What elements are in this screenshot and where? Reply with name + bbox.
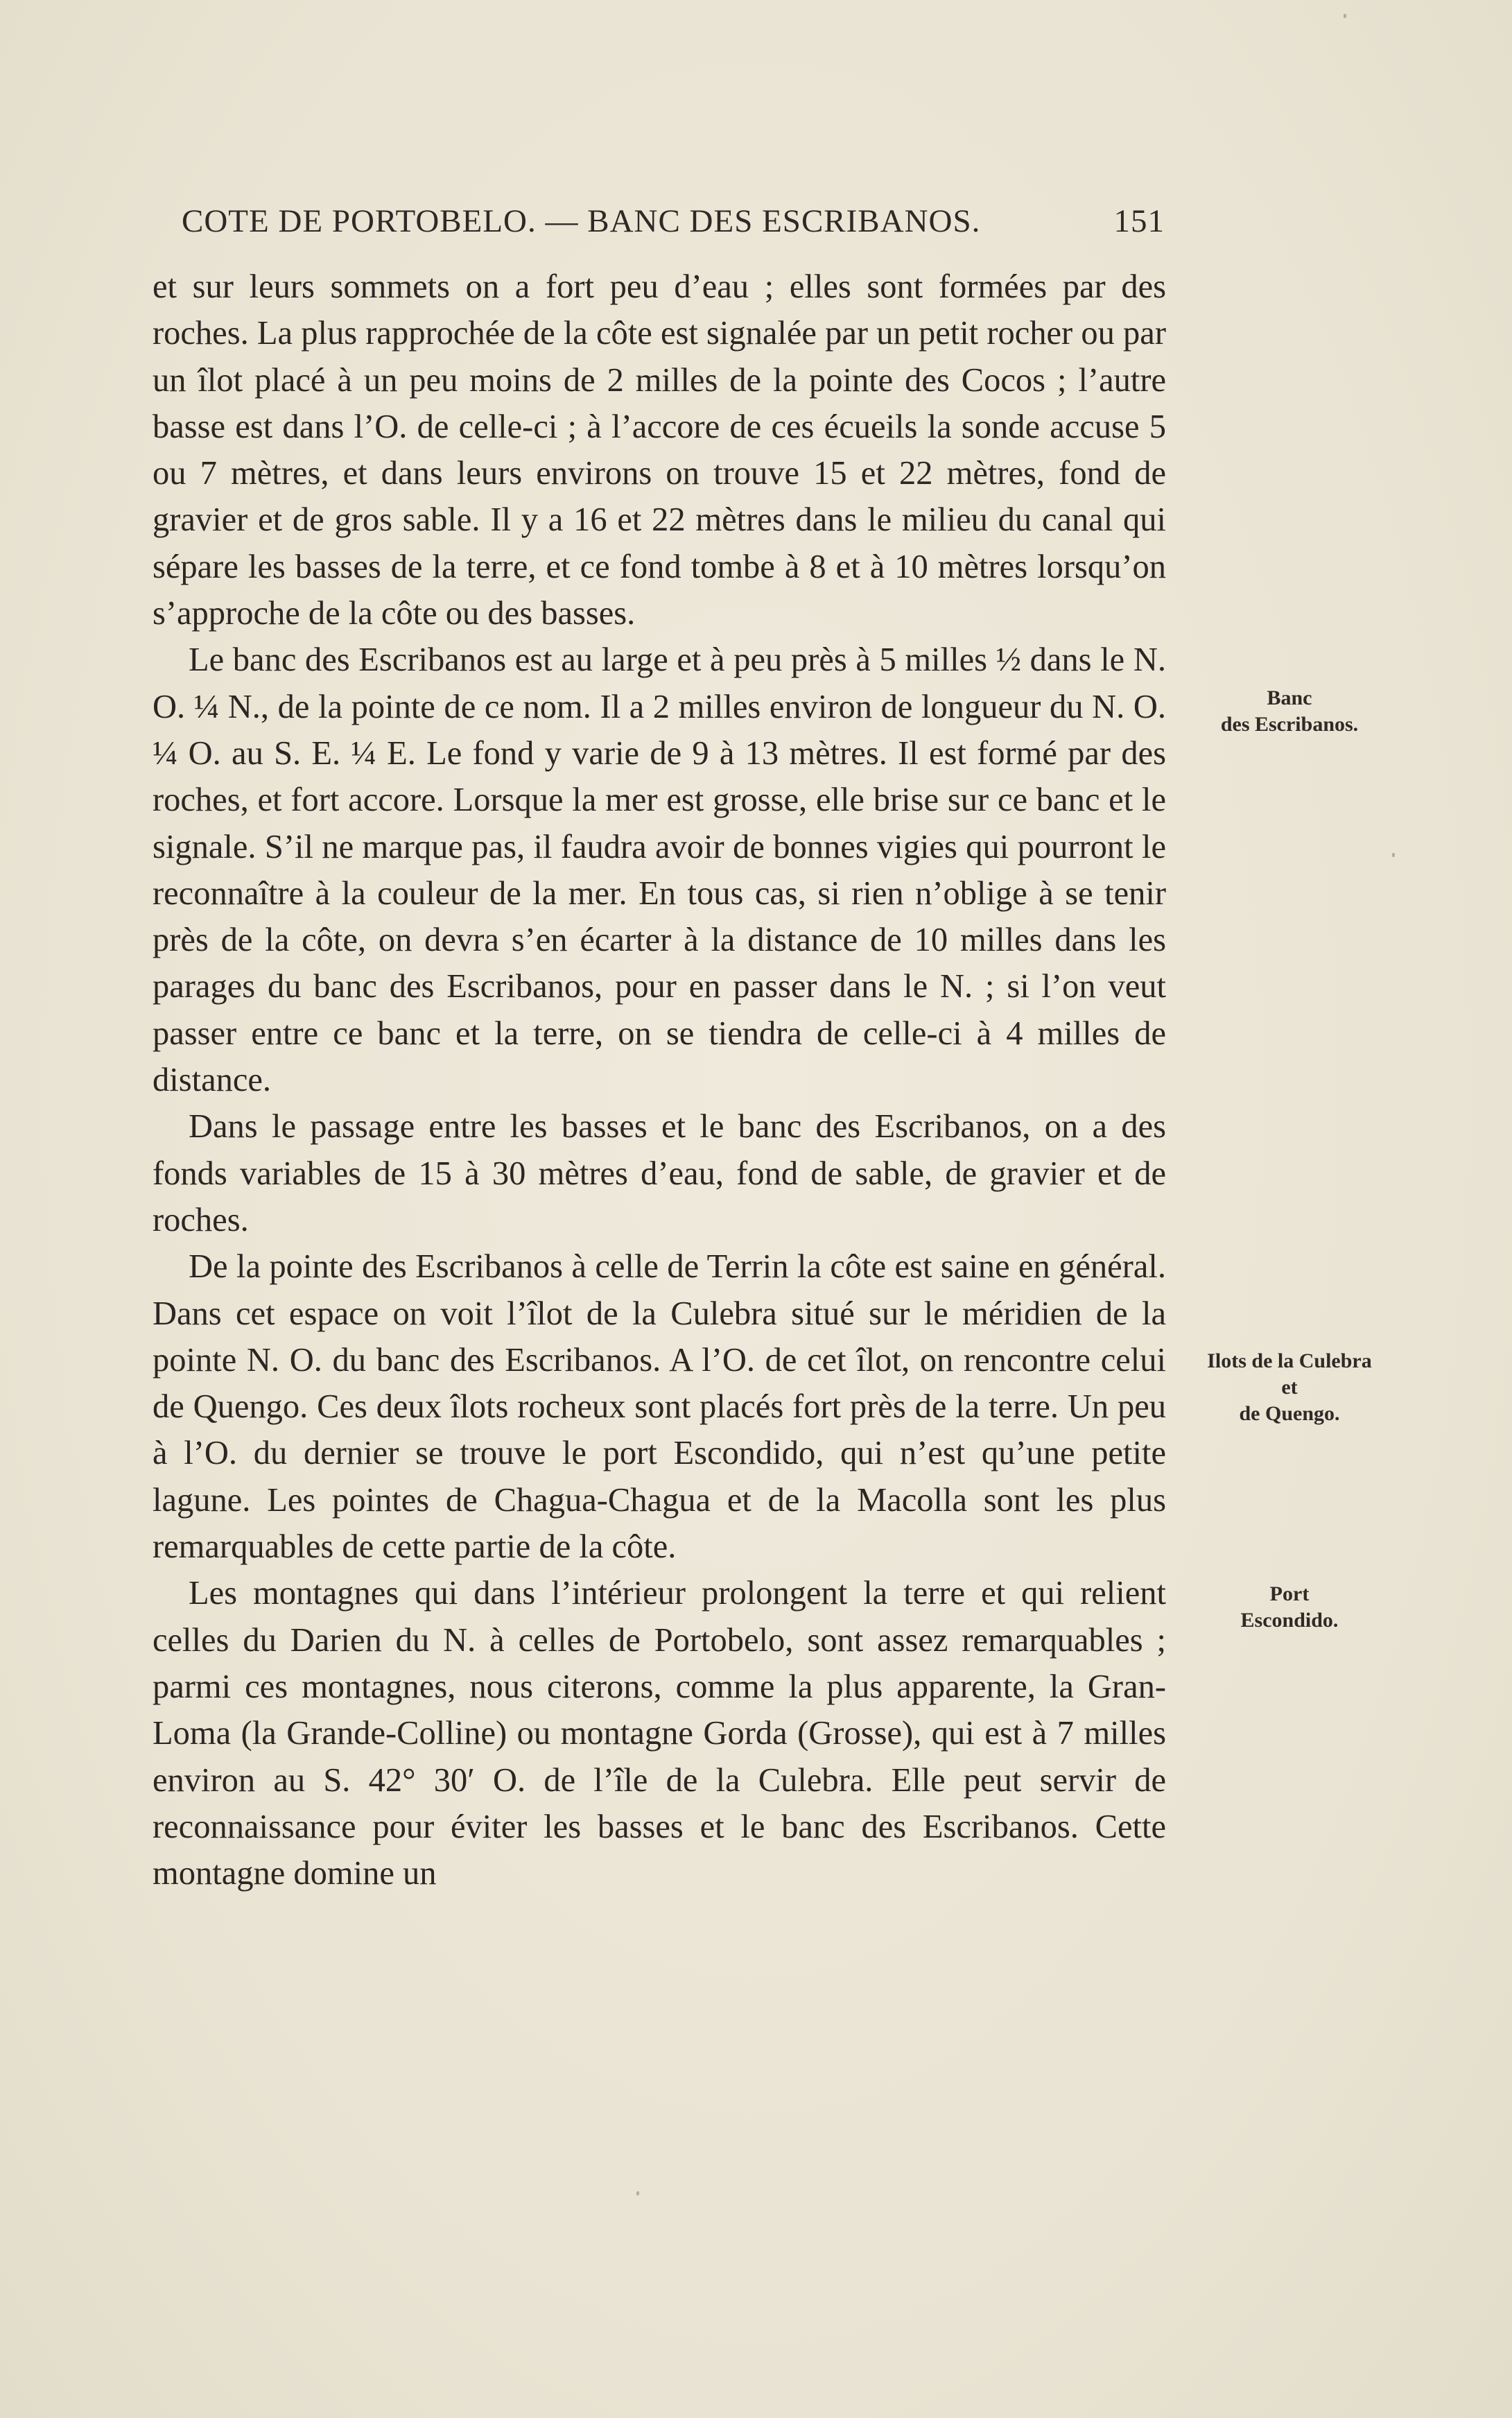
margin-note-port-escondido (1179, 1581, 1400, 1634)
running-title: COTE DE PORTOBELO. — BANC DES ESCRIBANOS. (182, 203, 981, 239)
paragraph: et sur leurs sommets on a fort peu d’eau ; elles sont formées par des roches. La plus rapprochée de la côte est signalée par un petit rocher ou par un îlot placé à un peu moins de 2 milles de la pointe des Cocos ; l’autre basse est dans l’O. de celle-ci ; à l’accore de ces écueils la sonde accuse 5 ou 7 mètres, et dans leurs environs on trouve 15 et 22 mètres, fond de gravier et de gros sable. Il y a 16 et 22 mètres dans le milieu du canal qui sépare les basses de la terre, et ce fond tombe à 8 et à 10 mètres lorsqu’on s’approche de la côte ou des basses. (153, 268, 1166, 632)
paper-speck (1392, 853, 1395, 857)
bleed-through-mark (1241, 385, 1246, 408)
margin-note-line: Ilots de la Culebra (1207, 1349, 1372, 1372)
margin-note-line: des Escribanos. (1220, 713, 1359, 736)
paragraph: Dans le passage entre les basses et le banc des Escribanos, on a des fonds variables de 15 à 30 mètres d’eau, fond de sable, de gravier et de roches. (153, 1108, 1166, 1238)
margin-note-line: Banc (1267, 686, 1312, 709)
margin-note-line: Escondido. (1240, 1609, 1339, 1632)
body-text (153, 264, 1166, 1897)
paragraph: De la pointe des Escribanos à celle de Terrin la côte est saine en général. Dans cet espace on voit l’îlot de la Culebra situé sur le méridien de la pointe N. O. du banc des Escribanos. A l’O. de cet îlot, on rencontre celui de Quengo. Ces deux îlots rocheux sont placés fort près de la terre. Un peu à l’O. du dernier se trouve le port Escondido, qui n’est qu’une petite lagune. Les pointes de Chagua-Chagua et de la Macolla sont les plus remarquables de cette partie de la côte. (153, 1248, 1166, 1566)
paragraph: Le banc des Escribanos est au large et à peu près à 5 milles ½ dans le N. O. ¼ N., de la pointe de ce nom. Il a 2 milles environ de longueur du N. O. ¼ O. au S. E. ¼ E. Le fond y varie de 9 à 13 mètres. Il est formé par des roches, et fort accore. Lorsque la mer est grosse, elle brise sur ce banc et le signale. S’il ne marque pas, il faudra avoir de bonnes vigies qui pourront le reconnaître à la couleur de la mer. En tous cas, si rien n’oblige à se tenir près de la côte, on devra s’en écarter à la distance de 10 milles dans les parages du banc des Escribanos, pour en passer dans le N. ; si l’on veut passer entre ce banc et la terre, on se tiendra de celle-ci à 4 milles de distance. (153, 641, 1166, 1099)
running-header (182, 202, 1165, 244)
margin-note-banc-escribanos (1179, 685, 1400, 738)
margin-note-ilots (1179, 1348, 1400, 1427)
margin-note-line: de Quengo. (1239, 1402, 1340, 1425)
paragraph: Les montagnes qui dans l’intérieur prolongent la terre et qui relient celles du Darien du N. à celles de Portobelo, sont assez remarquables ; parmi ces montagnes, nous citerons, comme la plus apparente, la Gran-Loma (la Grande-Colline) ou montagne Gorda (Grosse), qui est à 7 milles environ au S. 42° 30′ O. de l’île de la Culebra. Elle peut servir de reconnaissance pour éviter les basses et le banc des Escribanos. Cette montagne domine un (153, 1575, 1166, 1892)
page-number: 151 (1113, 203, 1165, 239)
margin-note-line: et (1281, 1376, 1298, 1399)
paper-speck (636, 2191, 639, 2195)
paper-speck (1344, 14, 1346, 18)
margin-note-line: Port (1269, 1582, 1310, 1605)
